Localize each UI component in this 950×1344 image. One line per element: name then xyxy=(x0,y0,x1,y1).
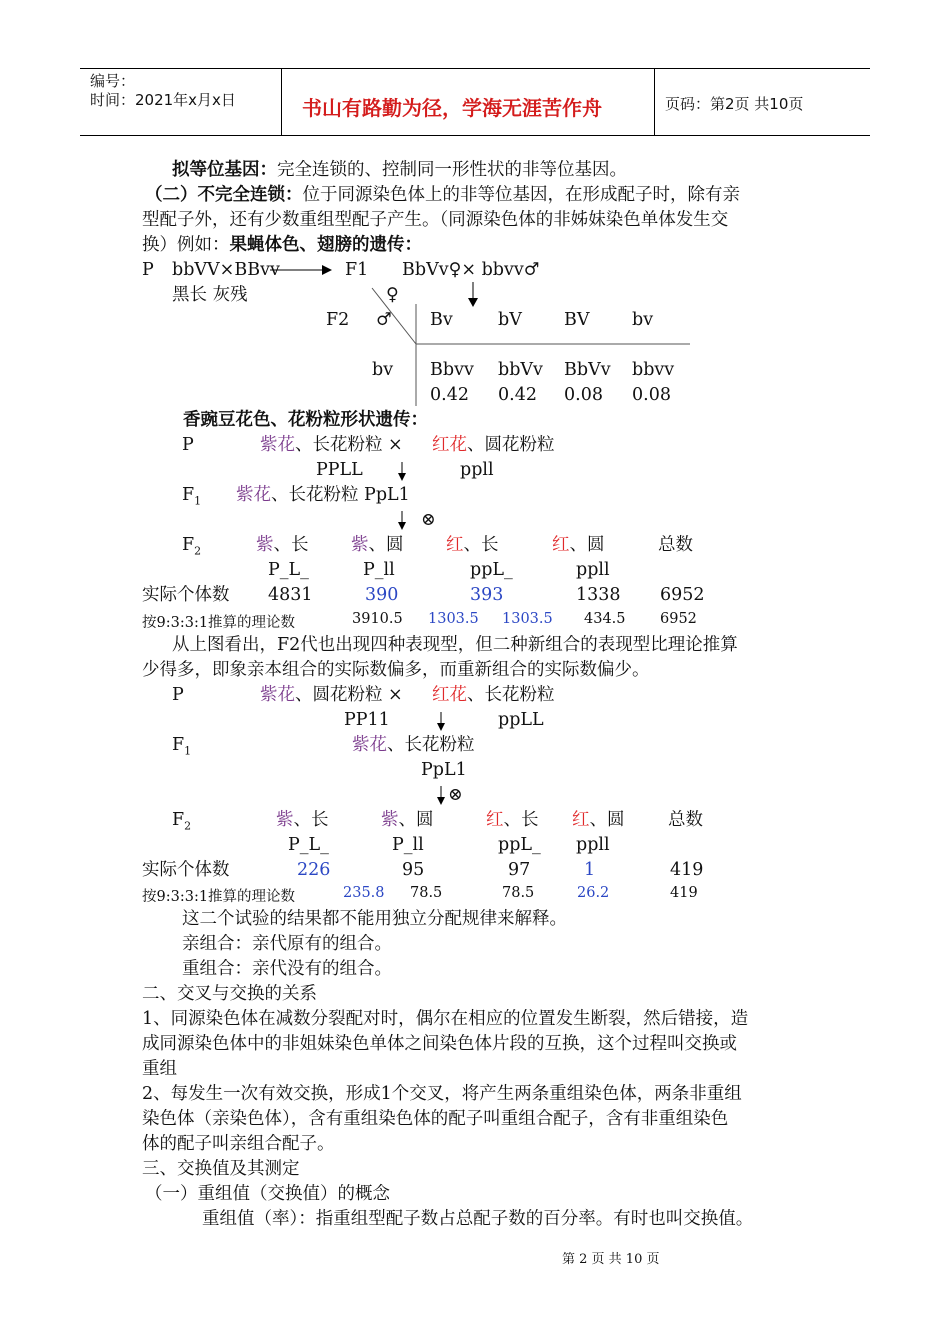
class-genotype: P_L_ xyxy=(288,835,329,855)
header-top-rule xyxy=(80,68,870,69)
offspring-frequency: 0.08 xyxy=(564,385,603,405)
p-genotype-right: ppll xyxy=(460,460,494,480)
header-bottom-rule xyxy=(80,135,870,136)
class-genotype: ppL_ xyxy=(498,835,541,855)
p-label: P xyxy=(182,435,194,455)
actual-count: 390 xyxy=(365,585,399,605)
recombination-def: 重组合：亲代没有的组合。 xyxy=(182,959,392,979)
gamete-header: bV xyxy=(498,310,522,330)
class-rest: 、圆 xyxy=(398,810,434,830)
actual-count: 4831 xyxy=(268,585,313,605)
incomplete-line-1 xyxy=(145,183,740,208)
female-symbol: ♀ xyxy=(386,285,399,305)
offspring-genotype: bbvv xyxy=(632,360,675,380)
f1-label xyxy=(172,733,191,764)
theory-count: 78.5 xyxy=(410,885,443,901)
p-cross-right xyxy=(432,683,555,708)
actual-count: 226 xyxy=(297,860,331,880)
self-cross-symbol: ⊗ xyxy=(421,510,436,530)
fly-p-label: P xyxy=(142,260,154,280)
pea-title: 香豌豆花色、花粉粒形状遗传： xyxy=(183,410,428,430)
theory-count: 434.5 xyxy=(584,611,626,627)
incomplete-text-3: 换）例如： xyxy=(142,235,230,255)
f1-sub: 1 xyxy=(194,494,202,508)
para-2-line-1: 2、每发生一次有效交换，形成1个交叉，将产生两条重组染色体，两条非重组 xyxy=(142,1084,742,1104)
fly-p-cross: bbVV×BBvv xyxy=(172,260,280,280)
f1-letter: F xyxy=(172,735,185,755)
p-right-rest: 、长花粉粒 xyxy=(467,685,555,705)
p-left-rest: 、长花粉粒 × xyxy=(295,435,403,455)
class-genotype: ppll xyxy=(576,835,610,855)
phenotype-class xyxy=(572,808,625,833)
number-label: 编号： xyxy=(90,72,136,90)
class-rest: 、圆 xyxy=(569,535,605,555)
gamete-header: BV xyxy=(564,310,590,330)
header-divider-right xyxy=(654,68,655,136)
comment-line-2: 少得多，即象亲本组合的实际数偏多，而重新组合的实际数偏少。 xyxy=(142,660,650,680)
pseudo-term: 拟等位基因： xyxy=(172,160,277,180)
class-color: 紫 xyxy=(256,535,274,555)
class-color: 紫 xyxy=(381,810,399,830)
recombination-value-def: 重组值（率）：指重组型配子数占总配子数的百分率。有时也叫交换值。 xyxy=(202,1209,754,1229)
class-color: 紫 xyxy=(276,810,294,830)
actual-label: 实际个体数 xyxy=(142,860,230,880)
f1-genotype: PpL1 xyxy=(421,760,467,780)
para-2-line-3: 体的配子叫亲组合配子。 xyxy=(142,1134,335,1154)
theory-count: 1303.5 xyxy=(428,611,479,627)
f1-rest: 、长花粉粒 xyxy=(387,735,475,755)
f1-line xyxy=(236,483,410,508)
incomplete-line-2: 型配子外，还有少数重组型配子产生。（同源染色体的非姊妹染色单体发生交 xyxy=(142,210,729,230)
total-header: 总数 xyxy=(658,535,693,555)
fly-arrow-right-icon xyxy=(270,262,332,278)
down-arrow-icon xyxy=(396,511,408,531)
f2-letter: F xyxy=(182,535,195,555)
class-rest: 、圆 xyxy=(368,535,404,555)
p-genotype-left: PPLL xyxy=(316,460,363,480)
actual-count: 95 xyxy=(402,860,425,880)
actual-label: 实际个体数 xyxy=(142,585,230,605)
para-1-line-2: 成同源染色体中的非姐妹染色单体之间染色体片段的互换，这个过程叫交换或 xyxy=(142,1034,737,1054)
f1-sub: 1 xyxy=(184,744,192,758)
actual-count: 1 xyxy=(584,860,596,880)
class-rest: 、长 xyxy=(293,810,329,830)
section-3-title: 三、交换值及其测定 xyxy=(142,1159,300,1179)
down-arrow-icon xyxy=(396,462,408,482)
p-label: P xyxy=(172,685,184,705)
gamete-header: bv xyxy=(632,310,654,330)
p-genotype-left: PP11 xyxy=(344,710,390,730)
class-rest: 、圆 xyxy=(589,810,625,830)
phenotype-class xyxy=(256,533,309,558)
down-arrow-icon xyxy=(435,712,447,732)
class-rest: 、长 xyxy=(463,535,499,555)
class-rest: 、长 xyxy=(503,810,539,830)
offspring-frequency: 0.42 xyxy=(498,385,537,405)
actual-count: 393 xyxy=(470,585,504,605)
phenotype-class xyxy=(552,533,605,558)
f1-rest: 、长花粉粒 PpL1 xyxy=(271,485,410,505)
date-label: 时间：2021年x月x日 xyxy=(90,91,236,109)
para-2-line-2: 染色体（亲染色体），含有重组染色体的配子叫重组合配子，含有非重组染色 xyxy=(142,1109,729,1129)
actual-total: 419 xyxy=(670,860,704,880)
para-1-line-3: 重组 xyxy=(142,1059,177,1079)
page-footer: 第 2 页 共 10 页 xyxy=(562,1252,660,1267)
red-flower: 红花 xyxy=(432,435,467,455)
f1-line xyxy=(352,733,475,758)
purple-flower: 紫花 xyxy=(260,685,295,705)
offspring-genotype: bbVv xyxy=(498,360,543,380)
actual-count: 97 xyxy=(508,860,531,880)
fly-p-phenotypes: 黑长 灰残 xyxy=(172,285,248,305)
offspring-frequency: 0.08 xyxy=(632,385,671,405)
class-genotype: P_L_ xyxy=(268,560,309,580)
f1-letter: F xyxy=(182,485,195,505)
self-cross-symbol: ⊗ xyxy=(448,785,463,805)
motto: 书山有路勤为径，学海无涯苦作舟 xyxy=(302,96,602,120)
fly-example-title: 果蝇体色、翅膀的遗传： xyxy=(229,235,422,255)
class-genotype: ppll xyxy=(576,560,610,580)
class-genotype: ppL_ xyxy=(470,560,513,580)
f2-sub: 2 xyxy=(194,544,202,558)
phenotype-class xyxy=(381,808,434,833)
purple-flower: 紫花 xyxy=(352,735,387,755)
para-1-line-1: 1、同源染色体在减数分裂配对时，偶尔在相应的位置发生断裂，然后错接，造 xyxy=(142,1009,749,1029)
incomplete-term: （二）不完全连锁： xyxy=(145,185,303,205)
theory-count: 78.5 xyxy=(502,885,535,901)
class-color: 红 xyxy=(572,810,590,830)
class-color: 红 xyxy=(446,535,464,555)
incomplete-text-1: 位于同源染色体上的非等位基因，在形成配子时，除有亲 xyxy=(302,185,740,205)
p-cross-right xyxy=(432,433,555,458)
phenotype-class xyxy=(446,533,499,558)
total-header: 总数 xyxy=(668,810,703,830)
theory-count: 26.2 xyxy=(577,885,610,901)
class-color: 紫 xyxy=(351,535,369,555)
phenotype-class xyxy=(486,808,539,833)
p-left-rest: 、圆花粉粒 × xyxy=(295,685,403,705)
pseudo-def: 完全连锁的、控制同一形性状的非等位基因。 xyxy=(277,160,627,180)
gamete-header: Bv xyxy=(430,310,453,330)
class-color: 红 xyxy=(552,535,570,555)
theory-count: 235.8 xyxy=(343,885,385,901)
p-cross-line xyxy=(260,683,403,708)
theory-count: 3910.5 xyxy=(352,611,403,627)
red-flower: 红花 xyxy=(432,685,467,705)
f2-sub: 2 xyxy=(184,819,192,833)
class-genotype: P_ll xyxy=(363,560,395,580)
purple-flower: 紫花 xyxy=(236,485,271,505)
f2-letter: F xyxy=(172,810,185,830)
class-color: 红 xyxy=(486,810,504,830)
down-arrow-icon xyxy=(435,786,447,806)
fly-f1-cross: BbVv♀× bbvv♂ xyxy=(402,260,540,280)
p-genotype-right: ppLL xyxy=(498,710,544,730)
fly-f1-label: F1 xyxy=(345,260,369,280)
actual-count: 1338 xyxy=(576,585,621,605)
theory-label: 按9:3:3:1推算的理论数 xyxy=(142,889,296,905)
section-2-title: 二、交叉与交换的关系 xyxy=(142,984,317,1004)
class-genotype: P_ll xyxy=(392,835,424,855)
class-rest: 、长 xyxy=(273,535,309,555)
offspring-frequency: 0.42 xyxy=(430,385,469,405)
actual-total: 6952 xyxy=(660,585,705,605)
theory-total: 419 xyxy=(670,885,698,901)
offspring-genotype: BbVv xyxy=(564,360,611,380)
theory-total: 6952 xyxy=(660,611,697,627)
offspring-genotype: Bbvv xyxy=(430,360,474,380)
fly-f2-label: F2 xyxy=(326,310,350,330)
male-symbol: ♂ xyxy=(376,310,392,330)
p-cross-line xyxy=(260,433,403,458)
purple-flower: 紫花 xyxy=(260,435,295,455)
row-gamete: bv xyxy=(372,360,394,380)
conclusion-line: 这二个试验的结果都不能用独立分配规律来解释。 xyxy=(182,909,567,929)
parental-combination-def: 亲组合：亲代原有的组合。 xyxy=(182,934,392,954)
comment-line-1: 从上图看出，F2代也出现四种表现型，但二种新组合的表现型比理论推算 xyxy=(172,635,738,655)
page-label: 页码：第2页 共10页 xyxy=(665,95,804,113)
f2-label xyxy=(172,808,191,839)
p-right-rest: 、圆花粉粒 xyxy=(467,435,555,455)
f1-label xyxy=(182,483,201,514)
f2-label xyxy=(182,533,201,564)
header-divider-left xyxy=(281,68,282,136)
subsection-1-title: （一）重组值（交换值）的概念 xyxy=(145,1184,390,1204)
theory-label: 按9:3:3:1推算的理论数 xyxy=(142,615,296,631)
pseudo-allele-line xyxy=(172,158,627,183)
incomplete-line-3 xyxy=(142,233,422,258)
theory-count: 1303.5 xyxy=(502,611,553,627)
phenotype-class xyxy=(351,533,404,558)
phenotype-class xyxy=(276,808,329,833)
